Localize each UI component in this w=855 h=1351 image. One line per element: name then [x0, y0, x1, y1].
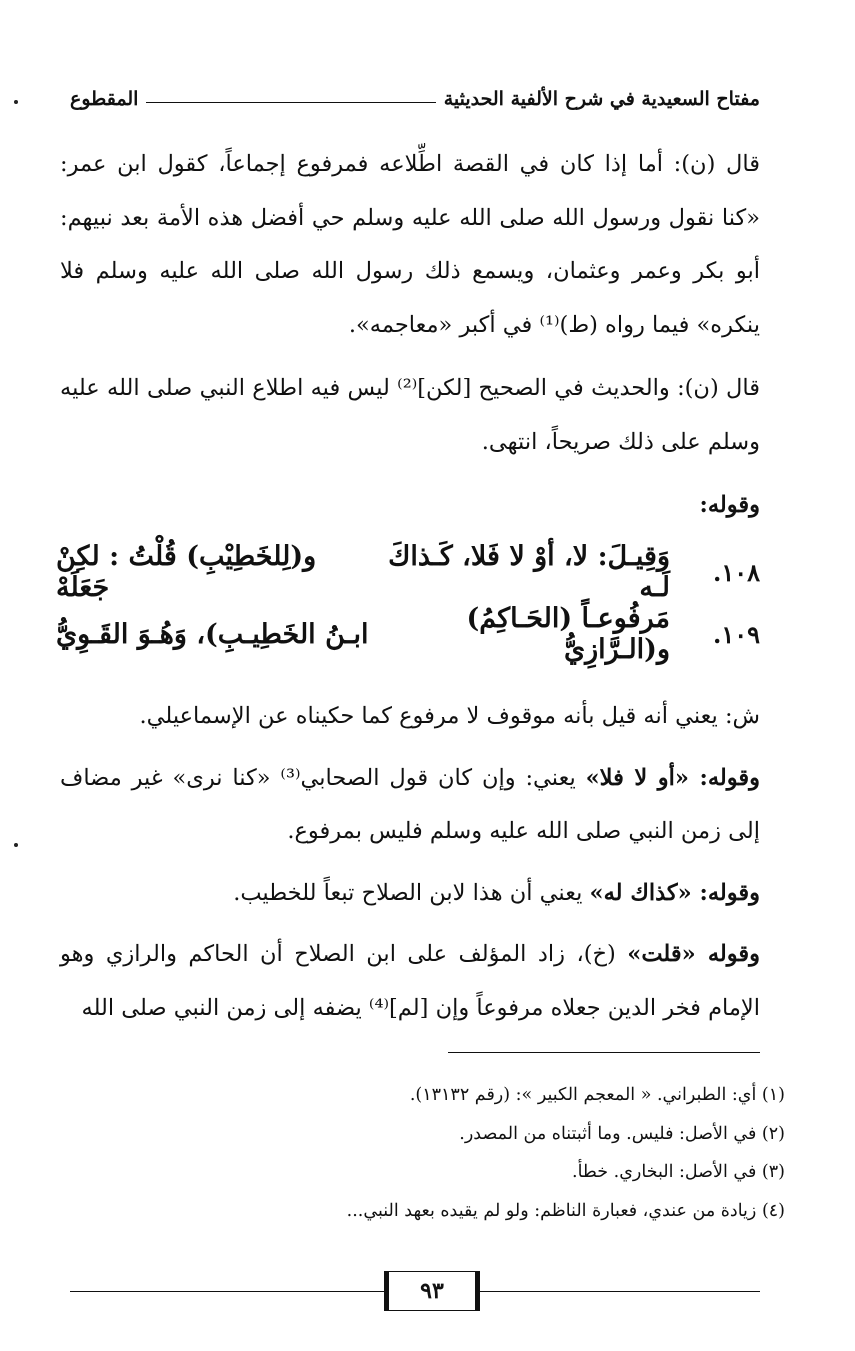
quoted-lemma: وقوله: «كذاك له» [589, 879, 760, 906]
running-header [70, 74, 760, 110]
scan-speck [14, 843, 18, 847]
section-title: المقطوع [70, 88, 139, 110]
commentary: يعني: وإن كان قول الصحابي⁽³⁾ «كنا نرى» غير مضاف إلى زمن النبي صلى الله عليه وسلم فليس بمرفوع. [60, 764, 760, 844]
verse-line [56, 604, 760, 664]
paragraph [60, 752, 760, 859]
bottom-rule-left [70, 1291, 386, 1292]
paragraph: ش: يعني أنه قيل بأنه موقوف لا مرفوع كما حكيناه عن الإسماعيلي. [139, 703, 760, 729]
main-text-upper [60, 138, 760, 533]
footnote: (١) أي: الطبراني. « المعجم الكبير »: (رقم ١٣١٣٢). [409, 1085, 785, 1105]
quoted-lemma: وقوله: «أو لا فلا» [585, 764, 760, 791]
verse-line [56, 542, 760, 602]
verse-number: ١٠٩. [712, 619, 760, 649]
verse-first-hemistich: وَقِيـلَ: لا، أوْ لا فَلا، كَـذاكَ لَـه [388, 541, 670, 603]
book-title: مفتاح السعيدية في شرح الألفية الحديثية [443, 88, 760, 110]
quoted-lemma: وقوله «قلت» [627, 941, 760, 967]
verse-number: ١٠٨. [712, 557, 760, 587]
commentary: يعني أن هذا لابن الصلاح تبعاً للخطيب. [233, 879, 590, 906]
page-number: ٩٣ [384, 1271, 480, 1311]
verse-second-hemistich: ابـنُ الخَطِيـبِ)، وَهُـوَ القَـوِيُّ [56, 618, 369, 650]
footnotes [200, 1076, 785, 1230]
footnote: (٣) في الأصل: البخاري. خطأ. [572, 1162, 785, 1182]
footnote-rule [448, 1052, 760, 1053]
verse-first-hemistich: مَرفُوعـاً (الحَـاكِمُ) و(الـرَّازِيُّ [466, 603, 670, 665]
verse-second-hemistich: و(لِلخَطِيْبِ) قُلْتُ : لكِنْ جَعَلَهْ [56, 541, 317, 603]
paragraph: قال (ن): والحديث في الصحيح [لكن]⁽²⁾ ليس فيه اطلاع النبي صلى الله عليه وسلم على ذلك صريحاً، انتهى. [60, 375, 760, 455]
scan-speck [14, 100, 18, 104]
main-text-lower [60, 690, 760, 1035]
paragraph [60, 928, 760, 1035]
footnote: (٢) في الأصل: فليس. وما أثبتناه من المصدر. [459, 1123, 785, 1144]
paragraph [60, 867, 760, 921]
header-rule [146, 102, 435, 103]
commentary: (خ)، زاد المؤلف على ابن الصلاح أن الحاكم والرازي وهو الإمام فخر الدين جعلاه مرفوعاً وإن [لم]⁽⁴⁾ يضفه إلى زمن النبي صلى الله [60, 941, 760, 1021]
bottom-rule-right [468, 1291, 760, 1292]
paragraph: وقوله: [699, 492, 760, 518]
footnote: (٤) زيادة من عندي، فعبارة الناظم: ولو لم يقيده بعهد النبي... [346, 1200, 785, 1221]
paragraph: قال (ن): أما إذا كان في القصة اطِّلاعه فمرفوع إجماعاً، كقول ابن عمر: «كنا نقول ورسول الله صلى الله عليه وسلم حي أفضل هذه الأمة بعد نبيهم: أبو بكر وعمر وعثمان، ويسمع ذلك رسول الله صلى الله عليه وسلم فلا ينكره» فيما رواه (ط)⁽¹⁾ في أكبر «معاجمه». [60, 151, 760, 338]
